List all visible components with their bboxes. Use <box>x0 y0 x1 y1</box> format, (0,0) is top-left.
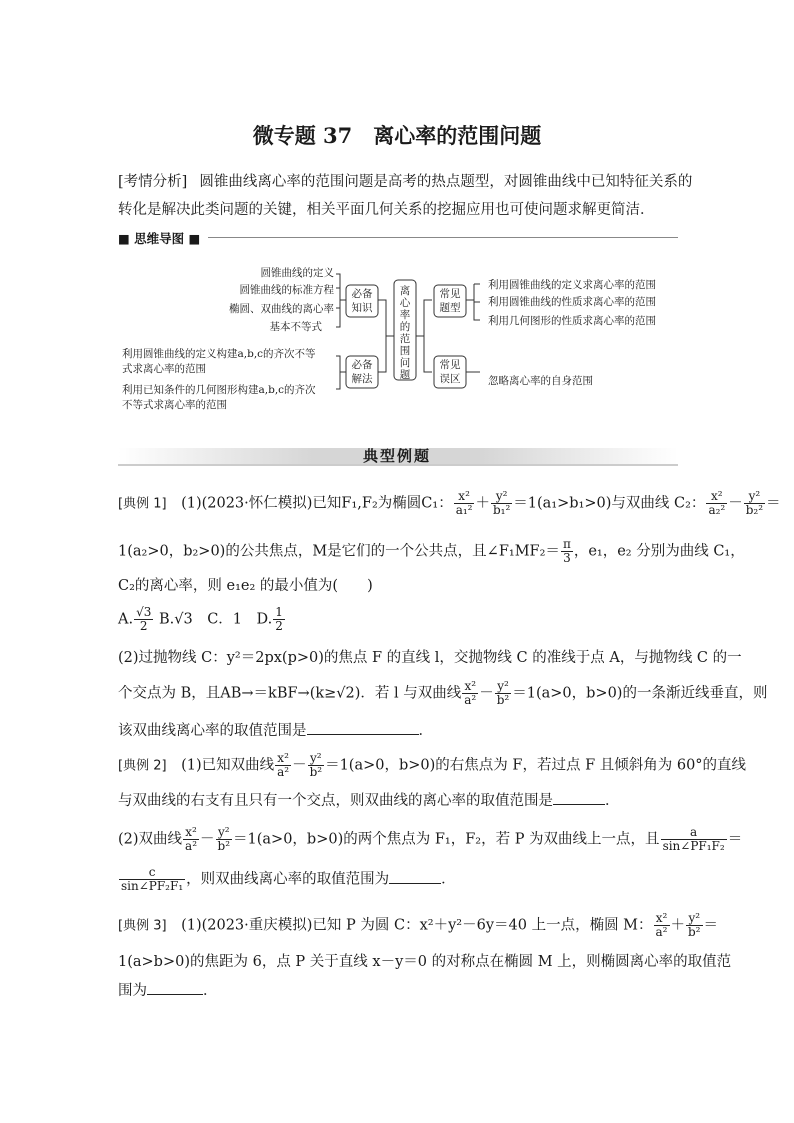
ex1-l2b: ，e₁，e₂ 分别为曲线 C₁， <box>573 543 745 560</box>
ex1-frac-pi: $\frac{\pi}{3}$ <box>562 537 571 565</box>
method-box: 必备解法 <box>351 359 373 385</box>
ex1-l2a: 1(a₂>0，b₂>0)的公共焦点，M是它们的一个公共点，且∠F₁MF₂＝ <box>118 543 560 560</box>
ex2-frac-sin2: $\frac{c}{\text{sin∠PF₂F₁}}$ <box>121 865 184 893</box>
ex3-frac-x: $\frac{\text{x²}}{\text{a²}}$ <box>655 911 668 939</box>
intro-text-1: 圆锥曲线离心率的范围问题是高考的热点题型，对圆锥曲线中已知特征关系的 <box>199 174 693 190</box>
ex1-frac-y2: $\frac{\text{y²}}{\text{b₂²}}$ <box>745 489 764 517</box>
page-title: 微专题 37 离心率的范围问题 <box>252 123 542 148</box>
intro-tag: [考情分析] <box>118 174 188 190</box>
ex2-frac-hx: $\frac{\text{x²}}{\text{a²}}$ <box>185 825 198 853</box>
ex2-frac-sin1: $\frac{a}{\text{sin∠PF₁F₂}}$ <box>662 825 725 853</box>
answer-blank[interactable] <box>147 980 203 995</box>
types-item-3: 利用几何图形的性质求离心率的范围 <box>488 315 656 327</box>
answer-blank[interactable] <box>553 790 605 805</box>
ex3-l1a: (1)(2023·重庆模拟)已知 P 为圆 C：x²＋y²－6y＝40 上一点，椭圆 M： <box>181 917 653 934</box>
section-label-text: 思维导图 <box>134 231 185 246</box>
ex1-option-bcd: B.√3 C．1 D. <box>158 611 273 628</box>
ex1-p2-l2a: 个交点为 B，且AB→＝kBF→(k≥√2)．若 l 与双曲线 <box>118 685 462 702</box>
ex1-p2-l2b: ＝1(a>0，b>0)的一条渐近线垂直，则 <box>512 685 768 702</box>
ex1-l1a: (1)(2023·怀仁模拟)已知F₁,F₂为椭圆C₁： <box>181 495 453 512</box>
ex1-options <box>118 606 286 633</box>
method-item-1b: 式求离心率的范围 <box>122 363 206 375</box>
ex3-line-3: 围为 ． <box>118 980 218 1001</box>
intro-line-2: 转化是解决此类问题的关键，相关平面几何关系的挖掘应用也可使问题求解更简洁． <box>118 202 655 218</box>
ex1-p2-line-3: 该双曲线离心率的取值范围是 ． <box>118 720 433 741</box>
answer-blank[interactable] <box>389 869 441 884</box>
knowledge-box: 必备知识 <box>351 288 373 314</box>
ex3-line-1: [典例 3] (1)(2023·重庆模拟)已知 P 为圆 C：x²＋y²－6y＝40 上一点，椭圆 M： $\frac{\text{x²}}{\text{a²}}$ ＋ $\frac{\text{y²}}{\text{b²}}$ ＝ <box>118 911 718 939</box>
ex1-frac-y: $\frac{\text{y²}}{\text{b₁²}}$ <box>492 489 511 517</box>
ex1-frac-a: $\frac{√3}{2}$ <box>136 605 152 633</box>
ex1-line-2 <box>118 538 745 565</box>
method-item-2a: 利用已知条件的几何图形构建a,b,c的齐次 <box>122 384 316 396</box>
ex1-frac-hy: $\frac{\text{y²}}{\text{b²}}$ <box>496 679 510 707</box>
ex2-line-2: 与双曲线的右支有且只有一个交点，则双曲线的离心率的取值范围是 ． <box>118 790 620 811</box>
ex2-p2-l1b: ＝1(a>0，b>0)的两个焦点为 F₁，F₂，若 P 为双曲线上一点，且 <box>233 831 660 848</box>
knowledge-item-1: 圆锥曲线的定义 <box>260 267 334 279</box>
ex1-l1b: ＝1(a₁>b₁>0)与双曲线 C₂： <box>513 495 706 512</box>
ex2-l1a: (1)已知双曲线 <box>181 757 275 774</box>
ex1-frac-x: $\frac{\text{x²}}{\text{a₁²}}$ <box>455 489 473 517</box>
knowledge-item-4: 基本不等式 <box>269 321 322 333</box>
answer-blank[interactable] <box>307 720 419 735</box>
center-box: 离心率的范围问题 <box>399 285 411 381</box>
ex2-p2-line-2: $\frac{c}{\text{sin∠PF₂F₁}}$ ，则双曲线离心率的取值范围为 ． <box>121 865 456 893</box>
ex1-p2-line-1: (2)过抛物线 C：y²＝2px(p>0)的焦点 F 的直线 l，交抛物线 C 的准线于点 A，与抛物线 C 的一 <box>118 650 742 666</box>
ex2-p2-l1a: (2)双曲线 <box>118 831 183 848</box>
ex2-p2-line-1: (2)双曲线 $\frac{\text{x²}}{\text{a²}}$ － $\frac{\text{y²}}{\text{b²}}$ ＝1(a>0，b>0)的两个焦点为 F₁，F₂，若 P 为双曲线上一点，且 $\frac{a}{\text{sin∠PF₁F₂}}$ ＝ <box>118 825 743 853</box>
ex2-l2: 与双曲线的右支有且只有一个交点，则双曲线的离心率的取值范围是 <box>118 793 553 809</box>
method-item-1a: 利用圆锥曲线的定义构建a,b,c的齐次不等 <box>122 348 316 360</box>
ex1-frac-hx: $\frac{\text{x²}}{\text{a²}}$ <box>464 679 477 707</box>
mind-map <box>0 0 794 430</box>
ex1-line-3: C₂的离心率，则 e₁e₂ 的最小值为( ) <box>118 578 373 594</box>
types-item-1: 利用圆锥曲线的定义求离心率的范围 <box>488 279 656 291</box>
ex2-l1b: ＝1(a>0，b>0)的右焦点为 F，若过点 F 且倾斜角为 60°的直线 <box>325 757 747 774</box>
ex2-p2-l2: ，则双曲线离心率的取值范围为 <box>186 871 390 888</box>
ex1-p2-l3: 该双曲线离心率的取值范围是 <box>118 723 307 739</box>
errors-box: 常见误区 <box>439 359 461 385</box>
section-label: ■ 思维导图 ■ <box>118 229 208 247</box>
types-item-2: 利用圆锥曲线的性质求离心率的范围 <box>488 296 656 308</box>
ex1-line-1: [典例 1] (1)(2023·怀仁模拟)已知F₁,F₂为椭圆C₁： $\frac{\text{x²}}{\text{a₁²}}$ ＋ $\frac{\text{y²}}{\text{b₁²}}$ ＝1(a₁>b₁>0)与双曲线 C₂： $\frac{\text{x²}}{\text{a₂²}}$ － $\frac{\text{y²}}{\text{b₂²}}$ ＝ <box>118 489 781 517</box>
ex2-frac-hy: $\frac{\text{y²}}{\text{b²}}$ <box>217 825 231 853</box>
ex2-frac-y: $\frac{\text{y²}}{\text{b²}}$ <box>309 751 323 779</box>
ex1-frac-x2: $\frac{\text{x²}}{\text{a₂²}}$ <box>708 489 726 517</box>
errors-item-1: 忽略离心率的自身范围 <box>488 375 593 387</box>
ex2-frac-x: $\frac{\text{x²}}{\text{a²}}$ <box>277 751 290 779</box>
examples-banner-text: 典型例题 <box>362 447 431 465</box>
ex1-tag: [典例 1] <box>118 496 167 512</box>
knowledge-item-2: 圆锥曲线的标准方程 <box>239 284 334 296</box>
knowledge-item-3: 椭圆、双曲线的离心率 <box>229 303 334 315</box>
ex2-line-1: [典例 2] (1)已知双曲线 $\frac{\text{x²}}{\text{a²}}$ － $\frac{\text{y²}}{\text{b²}}$ ＝1(a>0，b>0)的右焦点为 F，若过点 F 且倾斜角为 60°的直线 <box>118 751 747 779</box>
ex1-frac-d: $\frac{1}{2}$ <box>275 605 283 633</box>
ex3-line-2: 1(a>b>0)的焦距为 6，点 P 关于直线 x－y＝0 的对称点在椭圆 M 上，则椭圆离心率的取值范 <box>118 954 732 970</box>
ex2-tag: [典例 2] <box>118 758 167 774</box>
method-item-2b: 不等式求离心率的范围 <box>122 399 227 411</box>
types-box: 常见题型 <box>439 288 461 314</box>
ex3-l3: 围为 <box>118 983 147 999</box>
ex1-option-a: A. <box>118 611 134 628</box>
ex3-tag: [典例 3] <box>118 918 167 934</box>
ex3-frac-y: $\frac{\text{y²}}{\text{b²}}$ <box>688 911 701 939</box>
ex1-p2-line-2: 个交点为 B，且AB→＝kBF→(k≥√2)．若 l 与双曲线 $\frac{\text{x²}}{\text{a²}}$ － $\frac{\text{y²}}{\text{b²}}$ ＝1(a>0，b>0)的一条渐近线垂直，则 <box>118 679 768 707</box>
